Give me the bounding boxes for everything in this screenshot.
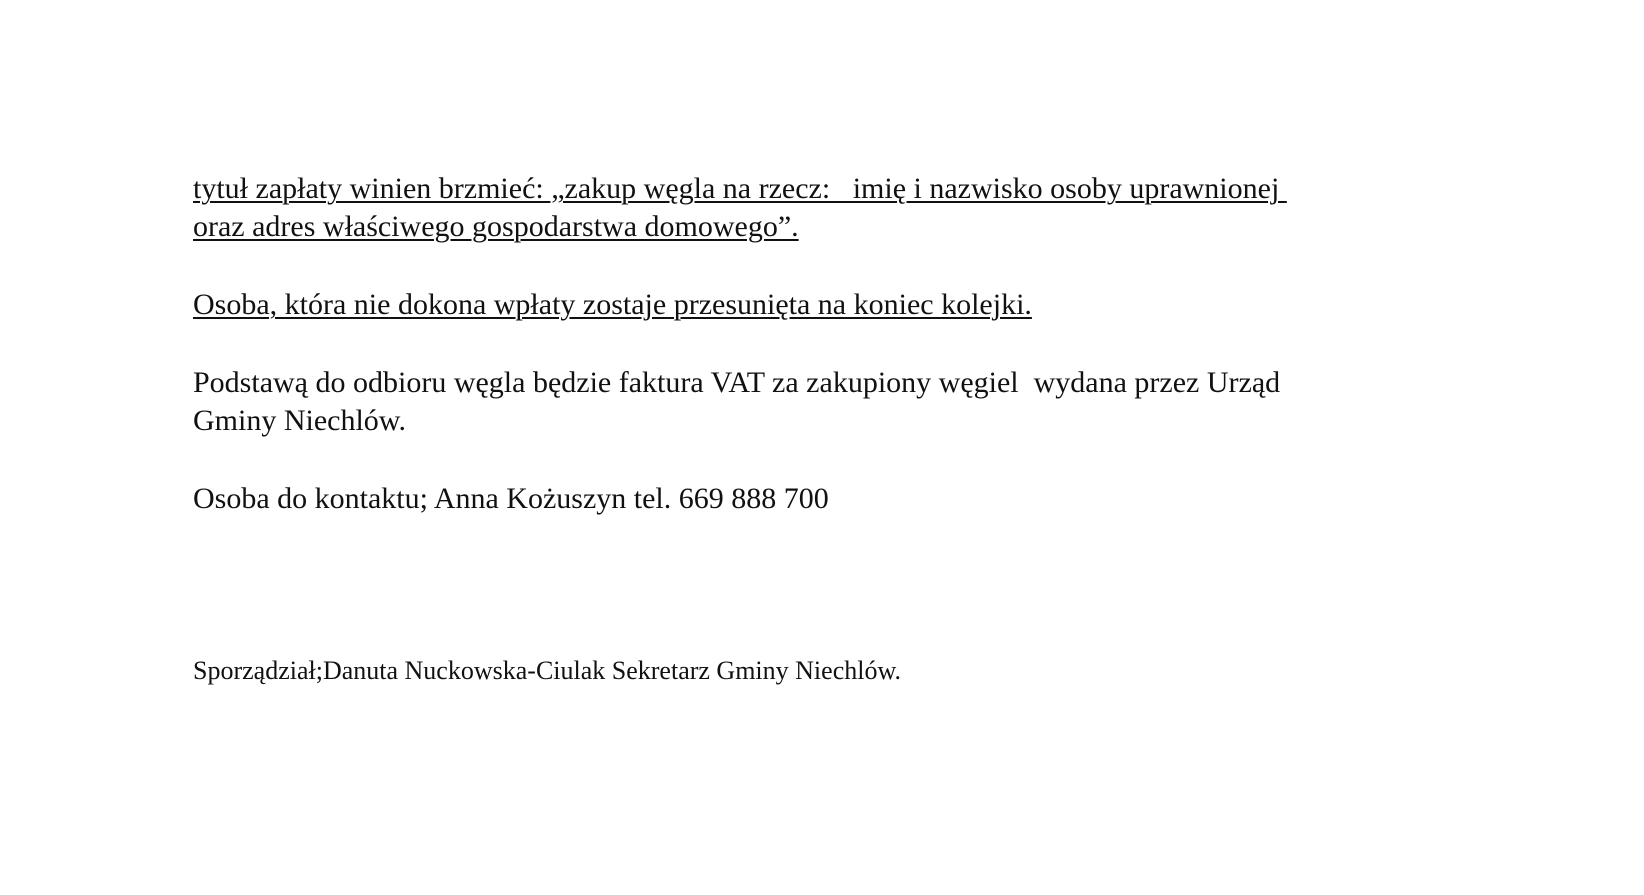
payment-title-paragraph (193, 170, 1453, 246)
invoice-paragraph (193, 364, 1453, 440)
line: Osoba do kontaktu; Anna Kożuszyn tel. 669 888 700 (193, 482, 829, 515)
queue-notice-paragraph (193, 286, 1453, 324)
signature-line: Sporządział;Danuta Nuckowska-Ciulak Sekretarz Gminy Niechlów. (193, 656, 902, 685)
line: Osoba, która nie dokona wpłaty zostaje przesunięta na koniec kolejki. (193, 288, 1032, 321)
line: Podstawą do odbioru węgla będzie faktura VAT za zakupiony węgiel wydana przez Urząd (193, 366, 1281, 399)
contact-paragraph (193, 480, 1453, 518)
line: oraz adres właściwego gospodarstwa domowego”. (193, 210, 799, 243)
line: Gminy Niechlów. (193, 404, 407, 437)
line: tytuł zapłaty winien brzmieć: „zakup węgla na rzecz: imię i nazwisko osoby uprawnionej (193, 172, 1287, 205)
